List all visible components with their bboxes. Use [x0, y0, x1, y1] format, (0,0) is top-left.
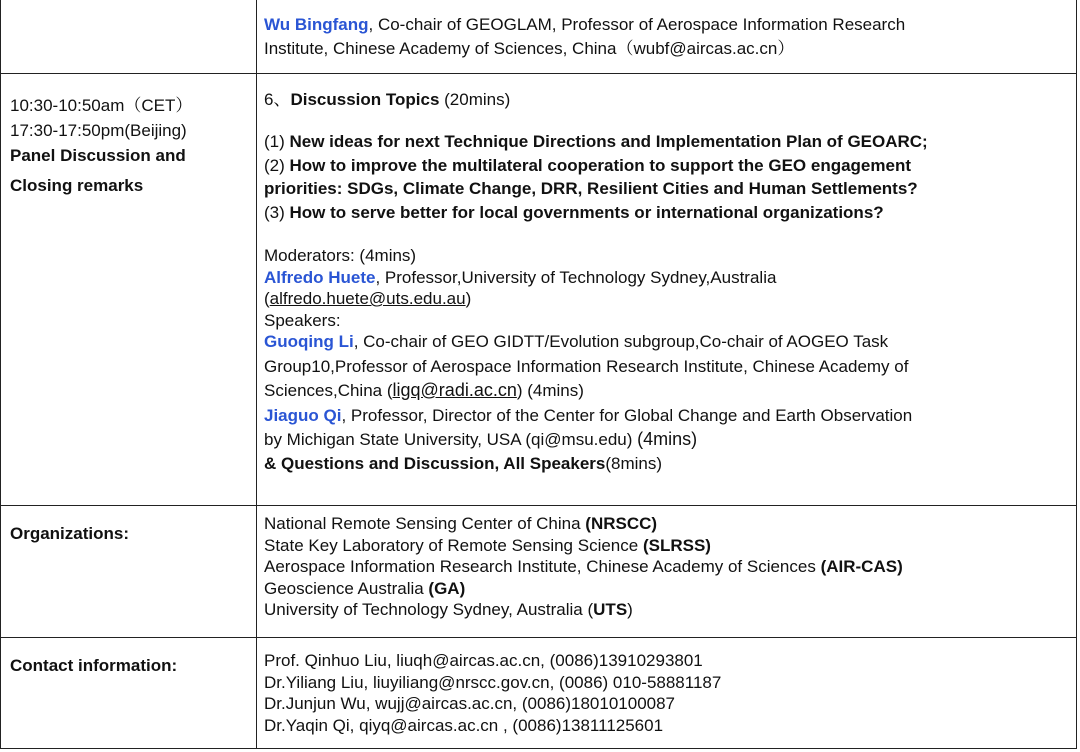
speakers-label: Speakers:	[264, 310, 341, 330]
top-speaker-entry	[264, 14, 905, 60]
speaker-line: Institute, Chinese Academy of Sciences, China（wubf@aircas.ac.cn）	[264, 39, 795, 58]
topic-heading: 6、Discussion Topics (20mins)	[264, 90, 511, 109]
organizations-list	[264, 513, 903, 621]
contact-item: Dr.Junjun Wu, wujj@aircas.ac.cn, (0086)18010100087	[264, 694, 676, 713]
speaker-entry: Guoqing Li, Co-chair of GEO GIDTT/Evolution subgroup,Co-chair of AOGEO Task	[264, 332, 889, 351]
speaker-name: Wu Bingfang	[264, 15, 369, 34]
moderators-label: Moderators: (4mins)	[264, 246, 417, 265]
contact-item: Prof. Qinhuo Liu, liuqh@aircas.ac.cn, (0086)13910293801	[264, 651, 703, 670]
organization-item: Aerospace Information Research Institute, Chinese Academy of Sciences (AIR-CAS)	[264, 557, 903, 576]
discussion-questions	[264, 130, 928, 224]
participants	[264, 245, 928, 474]
contact-list	[264, 650, 721, 736]
question-item: (1) New ideas for next Technique Directions and Implementation Plan of GEOARC;	[264, 132, 928, 151]
speaker-line: Wu Bingfang, Co-chair of GEOGLAM, Professor of Aerospace Information Research	[264, 15, 906, 34]
speaker-name: Guoqing Li	[264, 332, 354, 351]
column-divider	[256, 0, 257, 749]
question-item: (2) How to improve the multilateral cooperation to support the GEO engagement	[264, 155, 912, 175]
table-left-border	[0, 0, 1, 749]
session-title: Panel Discussion and Closing remarks	[10, 146, 186, 195]
speaker-entry-cont: by Michigan State University, USA (qi@msu.edu) (4mins)	[264, 429, 698, 449]
moderator-email-link[interactable]: alfredo.huete@uts.edu.au	[269, 289, 466, 308]
organization-item: National Remote Sensing Center of China (NRSCC)	[264, 514, 658, 533]
organization-item: University of Technology Sydney, Australia (UTS)	[264, 600, 633, 619]
speaker-email-link[interactable]: ligq@radi.ac.cn	[392, 380, 517, 400]
contact-item: Dr.Yiliang Liu, liuyiliang@nrscc.gov.cn, (0086) 010-58881187	[264, 672, 722, 692]
contact-label: Contact information:	[10, 656, 178, 675]
organization-item: State Key Laboratory of Remote Sensing Science (SLRSS)	[264, 535, 711, 555]
row-divider	[0, 505, 1077, 506]
contact-item: Dr.Yaqin Qi, qiyq@aircas.ac.cn , (0086)13811125601	[264, 715, 664, 735]
speaker-entry-cont: Group10,Professor of Aerospace Information Research Institute, Chinese Academy of	[264, 356, 909, 376]
qa-entry: & Questions and Discussion, All Speakers(8mins)	[264, 453, 663, 473]
time-beijing: 17:30-17:50pm(Beijing)	[10, 121, 187, 140]
speaker-name: Jiaguo Qi	[264, 405, 342, 425]
question-item: (3) How to serve better for local governments or international organizations?	[264, 202, 884, 222]
moderator-email-line: (alfredo.huete@uts.edu.au)	[264, 289, 472, 308]
speaker-entry: Jiaguo Qi, Professor, Director of the Center for Global Change and Earth Observation	[264, 405, 913, 425]
table-right-border	[1076, 0, 1077, 749]
time-cet: 10:30-10:50am（CET）	[10, 96, 193, 115]
question-item-cont: priorities: SDGs, Climate Change, DRR, Resilient Cities and Human Settlements?	[264, 179, 918, 198]
panel-details-cell	[264, 89, 928, 474]
row-divider	[0, 73, 1077, 74]
moderator-name: Alfredo Huete	[264, 267, 376, 287]
organizations-label: Organizations:	[10, 524, 130, 543]
moderator-entry: Alfredo Huete, Professor,University of Technology Sydney,Australia	[264, 267, 777, 287]
panel-time-cell	[10, 93, 192, 198]
speaker-entry-cont: Sciences,China (ligq@radi.ac.cn) (4mins)	[264, 380, 584, 400]
table-bottom-border	[0, 748, 1077, 749]
organization-item: Geoscience Australia (GA)	[264, 578, 466, 598]
row-divider	[0, 637, 1077, 638]
